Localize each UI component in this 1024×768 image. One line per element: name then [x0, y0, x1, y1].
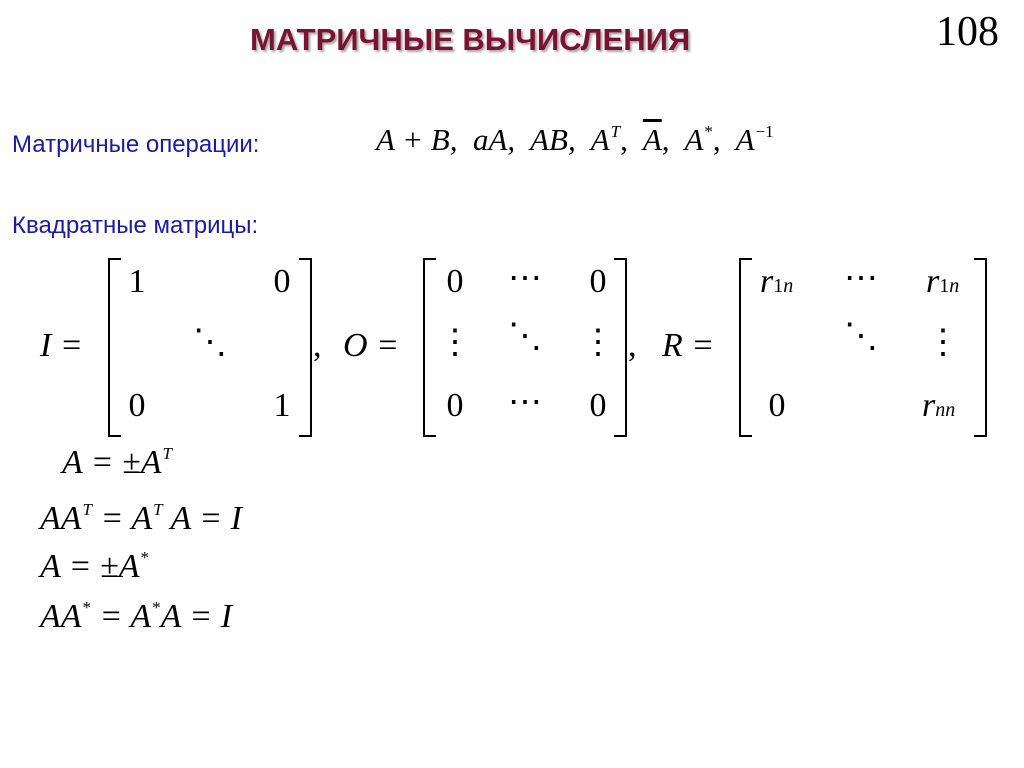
zero-cell: ⋯: [508, 384, 542, 421]
op-sum: A + B,: [376, 122, 458, 157]
identity-cell: 1: [128, 263, 146, 300]
triangular-name: R =: [662, 327, 715, 364]
equation-hermitian: A = ±A*: [40, 547, 150, 585]
zero-matrix-comma: ,: [628, 327, 637, 364]
zero-cell: 0: [589, 263, 607, 300]
identity-cell: 0: [128, 387, 146, 424]
operations-formula: A + B, aA, AB, $A^T$, $\overline{A}$, A*, $A^{-1}$: [376, 121, 774, 157]
triangular-cell-r1n: r1n: [926, 263, 960, 300]
triangular-cell: ⋮: [926, 324, 960, 361]
identity-cell: 0: [273, 263, 291, 300]
triangular-cell: ⋱: [844, 318, 878, 355]
square-matrices-label: Квадратные матрицы:: [12, 212, 259, 239]
equation-orthogonal: $AA^T = A^T$ A = I: [40, 499, 242, 537]
zero-cell: 0: [446, 263, 464, 300]
op-scalar: aA,: [472, 122, 516, 157]
zero-cell: ⋮: [581, 324, 615, 361]
zero-matrix-name: O =: [343, 327, 399, 364]
equation-unitary: AA* = A*A = I: [40, 597, 233, 635]
equation-symmetric: $A = \pm A^T$: [62, 443, 172, 481]
identity-comma: ,: [313, 327, 322, 364]
page-title: МАТРИЧНЫЕ ВЫЧИСЛЕНИЯ: [250, 22, 691, 57]
zero-cell: ⋯: [508, 260, 542, 297]
op-conjugate: $\overline{A}$,: [642, 122, 670, 157]
op-product: AB,: [530, 122, 576, 157]
page-number: 108: [936, 9, 999, 55]
zero-cell: ⋮: [438, 324, 472, 361]
op-adjoint: A*: [684, 121, 713, 157]
triangular-cell: 0: [768, 387, 786, 424]
triangular-cell: ⋯: [844, 260, 878, 297]
operations-label: Матричные операции:: [12, 131, 260, 158]
triangular-cell-rnn: rnn: [922, 387, 956, 424]
zero-cell: ⋱: [508, 318, 542, 355]
identity-cell: 1: [273, 387, 291, 424]
identity-cell: ⋱: [193, 324, 227, 361]
zero-cell: 0: [446, 387, 464, 424]
zero-cell: 0: [589, 387, 607, 424]
op-transpose: $A^T$: [590, 121, 621, 157]
identity-name: I =: [40, 327, 83, 364]
op-inverse: $A^{-1}$: [735, 121, 774, 157]
triangular-cell-r11: r1n: [760, 263, 794, 300]
